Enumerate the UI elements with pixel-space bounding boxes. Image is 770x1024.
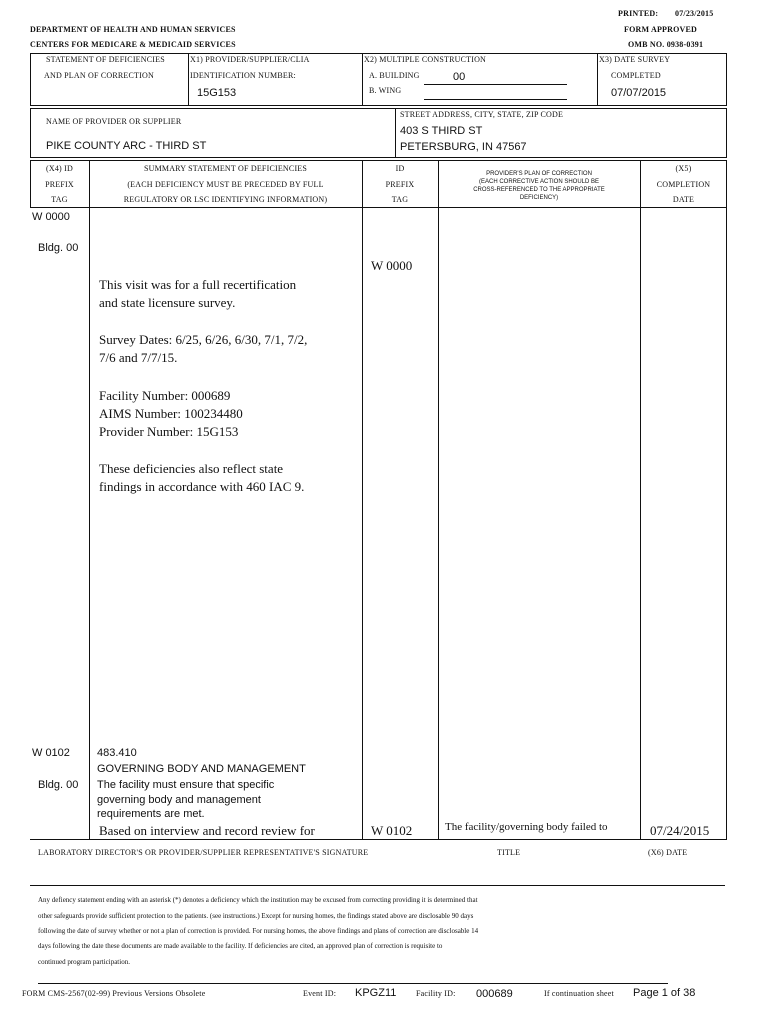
para2-line2: 7/6 and 7/7/15. xyxy=(99,350,178,365)
omb-number: OMB NO. 0938-0391 xyxy=(628,40,704,49)
regulation-title: GOVERNING BODY AND MANAGEMENT xyxy=(97,763,306,775)
x1-label: X1) PROVIDER/SUPPLIER/CLIA xyxy=(190,55,310,64)
x4-header-2: PREFIX xyxy=(45,180,74,189)
para1-line1: This visit was for a full recertification xyxy=(99,277,297,292)
regulation-line3: requirements are met. xyxy=(97,808,205,820)
page-number: Page 1 of 38 xyxy=(633,987,696,999)
para3-line3: Provider Number: 15G153 xyxy=(99,424,239,439)
regulation-line2: governing body and management xyxy=(97,794,261,806)
footnote-line2: other safeguards provide sufficient protection to the patients. (see instructions.) Except for nursing homes, the findings stated above are disclosable 90 days xyxy=(38,912,474,920)
form-approved: FORM APPROVED xyxy=(624,25,698,34)
footnote-line3: following the date of survey whether or not a plan of correction is provided. For nursing homes, the above findings and plans of correction are disclosable 14 xyxy=(38,927,479,935)
summary-header-3: REGULATORY OR LSC IDENTIFYING INFORMATION) xyxy=(123,195,328,204)
x4-header-1: (X4) ID xyxy=(46,164,73,173)
x1-label-2: IDENTIFICATION NUMBER: xyxy=(190,71,296,80)
entry-tag-1: W 0000 xyxy=(32,211,70,223)
building-value: 00 xyxy=(453,71,466,83)
plan-header-4: DEFICIENCY) xyxy=(519,195,559,201)
completion-date: 07/24/2015 xyxy=(650,823,710,838)
entry-tag-2: W 0102 xyxy=(32,747,70,759)
title-label: TITLE xyxy=(497,848,521,857)
statement-label-1: STATEMENT OF DEFICIENCIES xyxy=(46,55,165,64)
footnote-line1: Any defiency statement ending with an asterisk (*) denotes a deficiency which the institution may be excused from correcting providing it is determined that xyxy=(38,896,478,904)
plan-header-1: PROVIDER'S PLAN OF CORRECTION xyxy=(486,171,592,177)
x3-label-2: COMPLETED xyxy=(611,71,661,80)
plan-text: The facility/governing body failed to xyxy=(445,821,608,833)
facility-id-label: Facility ID: xyxy=(416,989,456,998)
event-id-value: KPGZ11 xyxy=(355,987,397,999)
id-header-2: PREFIX xyxy=(385,180,415,189)
id-header-1: ID xyxy=(395,164,405,173)
provider-name-value: PIKE COUNTY ARC - THIRD ST xyxy=(46,140,207,152)
address-line-1: 403 S THIRD ST xyxy=(400,125,483,137)
department-title: DEPARTMENT OF HEALTH AND HUMAN SERVICES xyxy=(30,25,236,34)
regulation-line4: Based on interview and record review for xyxy=(99,823,315,838)
summary-header-1: SUMMARY STATEMENT OF DEFICIENCIES xyxy=(143,164,308,173)
plan-header-3: CROSS-REFERENCED TO THE APPROPRIATE xyxy=(473,187,605,193)
para1-line2: and state licensure survey. xyxy=(99,295,236,310)
wing-label: B. WING xyxy=(369,86,402,95)
x3-label: X3) DATE SURVEY xyxy=(599,55,671,64)
x2-label: X2) MULTIPLE CONSTRUCTION xyxy=(364,55,487,64)
statement-label-2: AND PLAN OF CORRECTION xyxy=(44,71,154,80)
survey-completed-date: 07/07/2015 xyxy=(611,87,667,99)
x5-header-1: (X5) xyxy=(675,164,692,173)
regulation-number: 483.410 xyxy=(97,747,137,759)
footnote-line4: days following the date these documents are made available to the facility. If deficiencies are cited, an approved plan of correction is requisite to xyxy=(38,942,443,950)
plan-header-2: (EACH CORRECTIVE ACTION SHOULD BE xyxy=(478,179,600,185)
x4-header-3: TAG xyxy=(51,195,68,204)
entry-bldg-1: Bldg. 00 xyxy=(38,242,79,254)
para4-line1: These deficiencies also reflect state xyxy=(99,461,284,476)
provider-name-label: NAME OF PROVIDER OR SUPPLIER xyxy=(46,117,182,126)
printed-date: 07/23/2015 xyxy=(675,9,714,18)
event-id-label: Event ID: xyxy=(303,989,337,998)
form-number: FORM CMS-2567(02-99) Previous Versions Obsolete xyxy=(22,989,206,998)
x6-date-label: (X6) DATE xyxy=(648,848,688,857)
id-tag-1: W 0000 xyxy=(371,258,413,273)
id-tag-2: W 0102 xyxy=(371,823,413,838)
printed-label: PRINTED: xyxy=(618,9,659,18)
para4-line2: findings in accordance with 460 IAC 9. xyxy=(99,479,305,494)
regulation-line1: The facility must ensure that specific xyxy=(97,779,275,791)
x5-header-3: DATE xyxy=(672,195,695,204)
facility-id-value: 000689 xyxy=(476,988,513,1000)
provider-id-value: 15G153 xyxy=(197,87,237,99)
building-label: A. BUILDING xyxy=(369,71,420,80)
address-line-2: PETERSBURG, IN 47567 xyxy=(400,141,527,153)
address-label: STREET ADDRESS, CITY, STATE, ZIP CODE xyxy=(400,110,564,119)
x5-header-2: COMPLETION xyxy=(656,180,711,189)
id-header-3: TAG xyxy=(391,195,409,204)
entry-bldg-2: Bldg. 00 xyxy=(38,779,79,791)
signature-label: LABORATORY DIRECTOR'S OR PROVIDER/SUPPLIER REPRESENTATIVE'S SIGNATURE xyxy=(38,848,369,857)
footnote-line5: continued program participation. xyxy=(38,958,130,966)
para3-line2: AIMS Number: 100234480 xyxy=(99,406,243,421)
centers-title: CENTERS FOR MEDICARE & MEDICAID SERVICES xyxy=(30,40,236,49)
summary-header-2: (EACH DEFICIENCY MUST BE PRECEDED BY FULL xyxy=(127,180,324,189)
para3-line1: Facility Number: 000689 xyxy=(99,388,231,403)
para2-line1: Survey Dates: 6/25, 6/26, 6/30, 7/1, 7/2, xyxy=(99,332,308,347)
continuation-label: If continuation sheet xyxy=(544,989,614,998)
